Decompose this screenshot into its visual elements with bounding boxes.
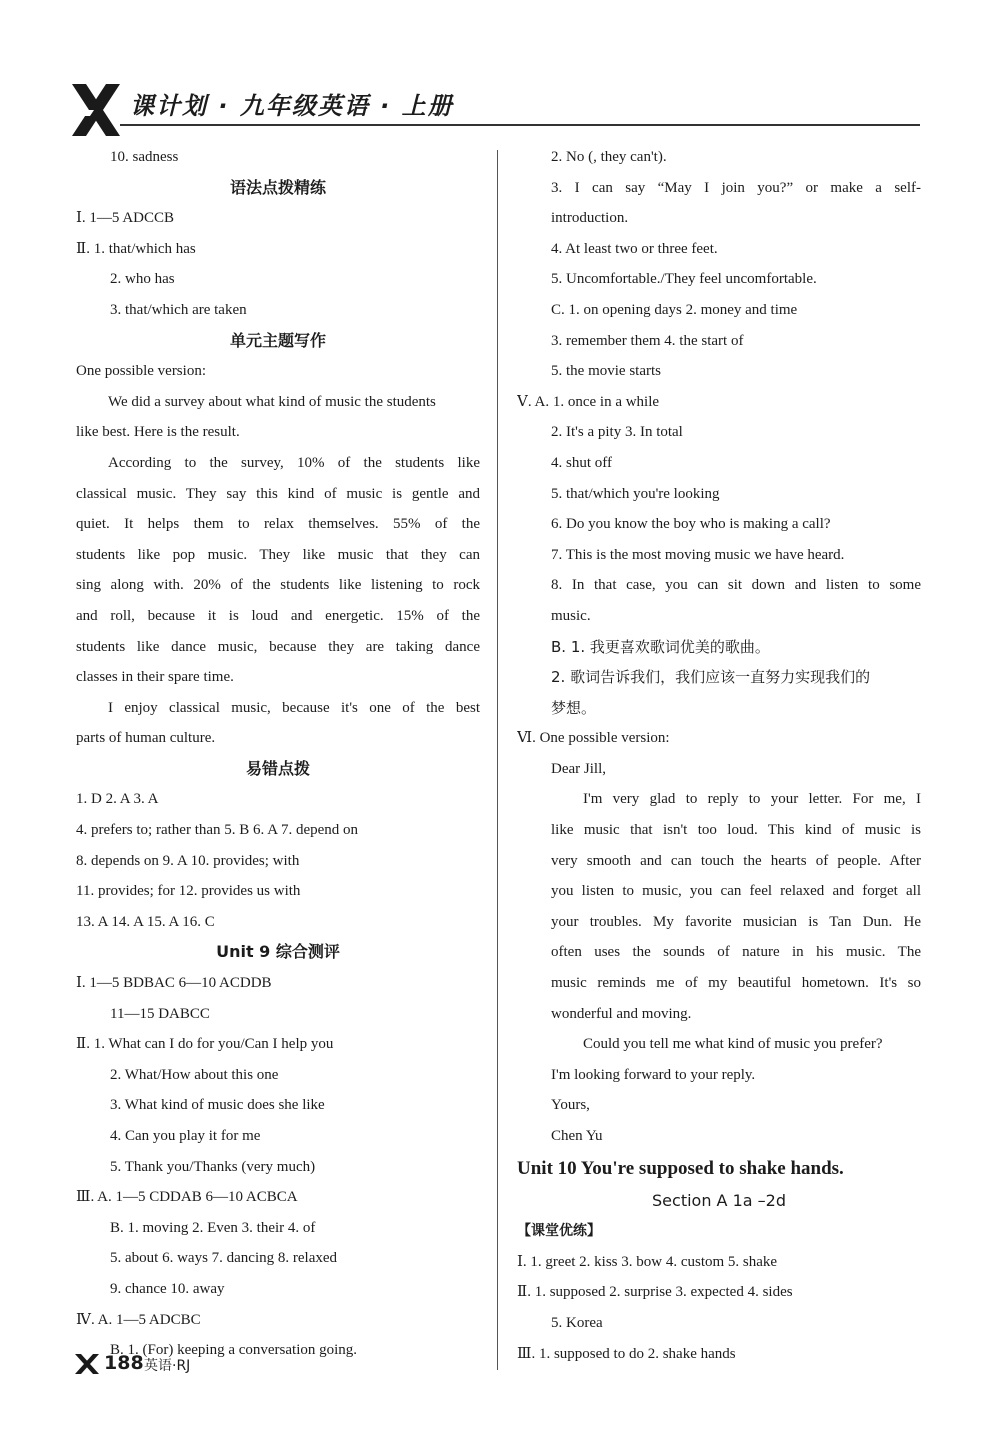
right-column-line: Chen Yu [551,1128,603,1144]
right-column-line: 6. Do you know the boy who is making a call? [551,516,831,533]
left-column-line: Ⅱ. 1. What can I do for you/Can I help you [76,1036,334,1053]
right-column-line: like music that isn't too loud. This kind of music is [551,822,921,839]
left-column-line: 9. chance 10. away [110,1280,225,1297]
right-column-line: 3. I can say “May I join you?” or make a self- [551,179,921,196]
left-column-line: 4. Can you play it for me [110,1128,261,1144]
right-column-line: 4. shut off [551,454,612,471]
right-column-line: I'm very glad to reply to your letter. For me, I [583,791,921,808]
right-column-line: 3. remember them 4. the start of [551,332,744,349]
right-column-line: 2. No (, they can't). [551,149,667,165]
right-column-line: Section A 1a –2d [652,1190,786,1210]
header-rule [120,124,920,126]
left-column-line: classical music. They say this kind of music is gentle and [76,485,480,502]
right-column-line: Ⅰ. 1. greet 2. kiss 3. bow 4. custom 5. shake [517,1253,778,1270]
right-column-line: wonderful and moving. [551,1005,692,1022]
right-column-line: 5. Uncomfortable./They feel uncomfortable. [551,271,817,288]
left-column-line: Ⅲ. A. 1—5 CDDAB 6—10 ACBCA [76,1189,298,1206]
left-column-line: and roll, because it is loud and energetic. 15% of the [76,607,480,624]
left-column-line: 语法点拨精练 [229,177,326,197]
left-column-line: classes in their spare time. [76,669,234,686]
right-column-line: 梦想。 [551,698,597,717]
header-title: 课计划 · 九年级英语 · 上册 [130,92,454,120]
right-column-line: 7. This is the most moving music we have heard. [551,546,845,563]
right-column-line: introduction. [551,210,629,227]
left-column-line: B. 1. moving 2. Even 3. their 4. of [110,1219,316,1236]
left-column-line: 2. who has [110,271,175,288]
right-column-line: music reminds me of my beautiful hometown. It's so [551,975,921,992]
right-column-line: your troubles. My favorite musician is Tan Dun. He [551,913,921,930]
left-column-line: 单元主题写作 [229,330,326,350]
right-column-line: music. [551,607,591,624]
left-column-line: Ⅰ. 1—5 BDBAC 6—10 ACDDB [76,975,272,992]
right-column-line: I'm looking forward to your reply. [551,1066,756,1083]
right-column-line: you listen to music, you can feel relaxed and forget all [551,883,921,900]
left-column-line: students like pop music. They like music that they can [76,546,480,563]
left-column-line: students like dance music, because they are taking dance [76,638,480,655]
left-column-line: like best. Here is the result. [76,424,240,441]
left-column-line: I enjoy classical music, because it's one of the best [108,699,480,716]
left-column-line: 2. What/How about this one [110,1066,279,1083]
right-column-line: Ⅲ. 1. supposed to do 2. shake hands [517,1345,736,1362]
right-column-line: 2. It's a pity 3. In total [551,424,683,441]
right-column-line: 4. At least two or three feet. [551,240,718,257]
right-column-line: Ⅵ. One possible version: [517,730,670,747]
right-column-line: 5. the movie starts [551,363,661,380]
left-column-line: 5. Thank you/Thanks (very much) [110,1158,316,1175]
right-column [517,142,921,1369]
right-column-line: 5. Korea [551,1314,603,1331]
right-column-line: Ⅴ. A. 1. once in a while [517,393,660,410]
left-column-line: Ⅳ. A. 1—5 ADCBC [76,1311,201,1328]
left-column-line: parts of human culture. [76,730,216,747]
right-column-line: 2. 歌词告诉我们，我们应该一直努力实现我们的 [551,668,871,687]
left-column-line: 8. depends on 9. A 10. provides; with [76,852,300,869]
right-column-line: often uses the sounds of nature in his music. The [551,944,921,961]
left-column-line: One possible version: [76,363,206,380]
left-column-line: 11. provides; for 12. provides us with [76,883,301,900]
left-column-line: 5. about 6. ways 7. dancing 8. relaxed [110,1250,338,1267]
left-column-line: B. 1. (For) keeping a conversation going. [110,1342,358,1359]
right-column-line: Yours, [551,1097,590,1114]
left-column-line: According to the survey, 10% of the students like [108,454,480,471]
right-column-line: Could you tell me what kind of music you prefer? [583,1036,883,1053]
right-column-line: 【课堂优练】 [517,1223,601,1240]
left-column-line: 11—15 DABCC [110,1005,210,1022]
left-column-line: Unit 9 综合测评 [216,942,340,962]
left-column-line: 3. that/which are taken [110,301,247,318]
right-column-line: 5. that/which you're looking [551,485,720,502]
left-column-line: 1. D 2. A 3. A [76,791,159,808]
left-column [76,142,480,1366]
column-divider [497,150,498,1370]
right-column-line: 8. In that case, you can sit down and listen to some [551,577,921,594]
left-column-line: We did a survey about what kind of music the students [108,393,436,410]
right-column-line: very smooth and can touch the hearts of people. After [551,852,921,869]
left-column-line: Ⅰ. 1—5 ADCCB [76,210,175,227]
page-number: 188 [104,1352,144,1374]
left-column-line: 3. What kind of music does she like [110,1097,325,1114]
page-header [0,0,1000,150]
x-logo-icon [68,80,124,140]
right-column-line: Unit 10 You're supposed to shake hands. [517,1157,844,1179]
left-column-line: sing along with. 20% of the students like listening to rock [76,577,480,594]
left-column-line: Ⅱ. 1. that/which has [76,240,196,257]
right-column-line: C. 1. on opening days 2. money and time [551,301,798,318]
x-logo-small-icon [74,1352,100,1376]
right-column-line: B. 1. 我更喜欢歌词优美的歌曲。 [551,637,770,656]
left-column-line: 易错点拨 [245,758,310,778]
right-column-line: Dear Jill, [551,760,606,777]
page-footer [74,1346,374,1386]
left-column-line: quiet. It helps them to relax themselves. 55% of the [76,516,480,533]
right-column-line: Ⅱ. 1. supposed 2. surprise 3. expected 4. sides [517,1284,793,1301]
left-column-line: 10. sadness [110,149,179,165]
footer-label: 英语·RJ [144,1358,191,1374]
left-column-line: 13. A 14. A 15. A 16. C [76,913,215,930]
left-column-line: 4. prefers to; rather than 5. B 6. A 7. depend on [76,822,359,839]
